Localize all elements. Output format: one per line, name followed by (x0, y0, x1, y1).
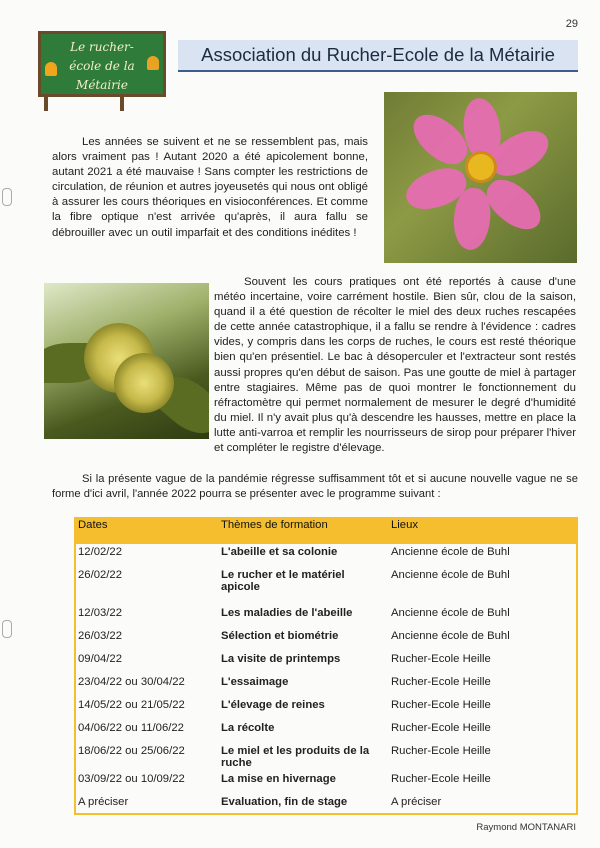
logo-leg-right (120, 95, 124, 111)
header-lieux: Lieux (387, 517, 578, 544)
row-lieu: Rucher-Ecole Heille (391, 773, 491, 785)
page-title: Association du Rucher-Ecole de la Métairie (201, 44, 555, 65)
header-dates: Dates (74, 517, 217, 544)
logo-line-2: école de la (69, 59, 135, 73)
row-date: 23/04/22 ou 30/04/22 (78, 676, 185, 688)
row-theme: La récolte (221, 722, 275, 734)
table-row (74, 674, 578, 697)
row-date: 12/02/22 (78, 546, 122, 558)
row-lieu: Rucher-Ecole Heille (391, 699, 491, 711)
logo-leg-left (44, 95, 48, 111)
row-lieu: Ancienne école de Buhl (391, 569, 510, 581)
row-theme: Le rucher et le matériel apicole (221, 569, 345, 593)
header-themes: Thèmes de formation (217, 517, 387, 544)
row-date: 09/04/22 (78, 653, 122, 665)
row-date: 12/03/22 (78, 607, 122, 619)
logo-line-3: Métairie (76, 78, 128, 92)
training-schedule-table (74, 517, 578, 817)
row-theme: Sélection et biométrie (221, 630, 339, 642)
rucher-ecole-logo (38, 31, 166, 97)
ivy-blossom-photo (44, 283, 209, 439)
row-theme: La mise en hivernage (221, 773, 336, 785)
row-lieu: Rucher-Ecole Heille (391, 722, 491, 734)
row-theme: Evaluation, fin de stage (221, 796, 348, 808)
row-lieu: Ancienne école de Buhl (391, 546, 510, 558)
row-date: 14/05/22 ou 21/05/22 (78, 699, 185, 711)
row-lieu: A préciser (391, 796, 442, 808)
table-row (74, 567, 578, 595)
table-row (74, 743, 578, 771)
row-date: A préciser (78, 796, 129, 808)
paragraph-intro: Les années se suivent et ne se ressemblent pas, mais alors vraiment pas ! Autant 2020 a été apicolement bonne, autant 2021 a été mauvaise ! Sans compter les restrictions de circulation, de réunion et autres joyeusetés qui nous ont obligé à assurer les cours théoriques en visioconférences. Et comme la fibre optique n'est arrivée qu'après, il aura fallu se débrouiller avec un outil imparfait et des conditions inédites ! (52, 136, 368, 239)
table-header-row (74, 517, 578, 544)
row-theme: Les maladies de l'abeille (221, 607, 353, 619)
row-date: 26/03/22 (78, 630, 122, 642)
binder-clip (2, 188, 12, 206)
row-theme: L'essaimage (221, 676, 289, 688)
row-theme: L'élevage de reines (221, 699, 325, 711)
row-lieu: Ancienne école de Buhl (391, 630, 510, 642)
table-row (74, 595, 578, 628)
logo-line-1: Le rucher- (70, 40, 134, 54)
page-number: 29 (565, 18, 578, 30)
binder-clip (2, 620, 12, 638)
row-date: 26/02/22 (78, 569, 122, 581)
row-theme: La visite de printemps (221, 653, 341, 665)
table-row (74, 544, 578, 567)
row-date: 04/06/22 ou 11/06/22 (78, 722, 184, 734)
row-lieu: Rucher-Ecole Heille (391, 653, 491, 665)
row-theme: L'abeille et sa colonie (221, 546, 338, 558)
table-row (74, 771, 578, 794)
table-row (74, 628, 578, 651)
title-banner (178, 40, 578, 72)
paragraph-programme: Si la présente vague de la pandémie régresse suffisamment tôt et si aucune nouvelle vague ne se forme d'ici avril, l'année 2022 pourra se présenter avec le programme suivant : (52, 473, 578, 501)
beehive-icon (147, 56, 159, 70)
paragraph-practical: Souvent les cours pratiques ont été reportés à cause d'une météo incertaine, voire carrément hostile. Bien sûr, clou de la saison, quand il a été question de récolter le miel des deux ruches rescapées de cette année catastrophique, il a fallu se rendre à l'évidence : cadres vides, y compris dans les corps de ruches, le cours est resté théorique bien qu'en présentiel. Le bac à désoperculer et l'extracteur sont restés aussi propres qu'en début de saison. Pas une goutte de miel à partager entre stagiaires. Même pas de quoi montrer le fonctionnement du réfractomètre qui permet normalement de mesurer le degré d'humidité du miel. Il n'y avait plus qu'à descendre les hausses, mettre en place la lutte anti-varroa et remplir les nourrisseurs de sirop pour préparer l'hiver et compléter le registre d'élevage. (214, 276, 576, 455)
table-row (74, 720, 578, 743)
cosmos-flower-photo (384, 92, 577, 263)
table-row (74, 651, 578, 674)
row-date: 18/06/22 ou 25/06/22 (78, 745, 185, 757)
row-lieu: Rucher-Ecole Heille (391, 676, 491, 688)
bell-icon (45, 62, 57, 76)
row-lieu: Rucher-Ecole Heille (391, 745, 491, 757)
row-date: 03/09/22 ou 10/09/22 (78, 773, 185, 785)
row-theme: Le miel et les produits de la ruche (221, 745, 370, 769)
table-row (74, 794, 578, 817)
row-lieu: Ancienne école de Buhl (391, 607, 510, 619)
table-row (74, 697, 578, 720)
author-signature: Raymond MONTANARI (476, 822, 576, 833)
